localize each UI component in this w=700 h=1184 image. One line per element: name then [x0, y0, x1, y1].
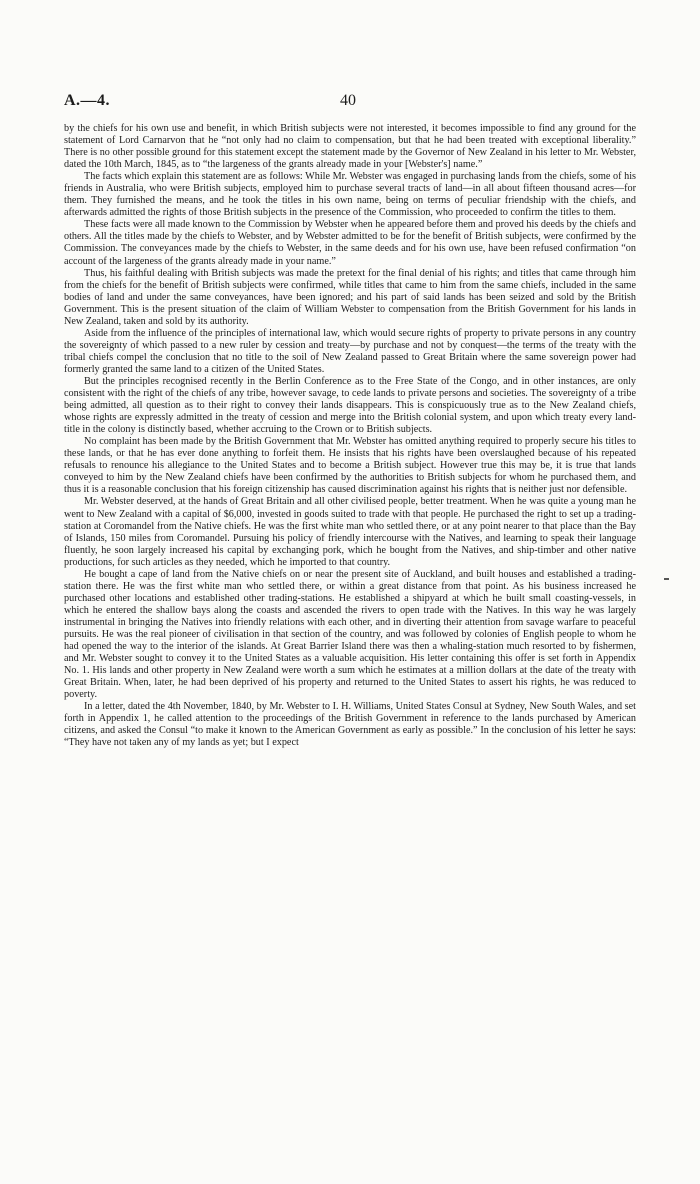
paragraph-berlin-conference: But the principles recognised recently in the Berlin Conference as to the Free State of the Congo, and in other instances, are only consistent with the right of the chiefs of any tribe, however savage, to cede lands to private persons and societies. The sovereignty of a tribe being admitted, all question as to their right to convey their lands disappears. This is conspicuously true as to the New Zealand chiefs, whose rights are expressly admitted in the treaty of cession and merge into the British colonial system, and upon which treaty every land-title in the colony is distinctly based, whether accruing to the Crown or to British subjects. [64, 375, 636, 436]
body-text [64, 123, 636, 749]
page-number: 40 [340, 92, 356, 109]
document-reference: A.—4. [64, 92, 111, 109]
paragraph-continued: by the chiefs for his own use and benefit, in which British subjects were not interested, it becomes impossible to find any ground for the statement of Lord Carnarvon that he “not only had no claim to compensation, but that he had been treated with exceptional liberality.” There is no other possible ground for this statement except the statement made by the Governor of New Zealand in his letter to Mr. Webster, dated the 10th March, 1845, as to “the largeness of the grants already made in your [Webster's] name.” [64, 123, 636, 171]
paragraph-facts: The facts which explain this statement are as follows: While Mr. Webster was engaged in purchasing lands from the chiefs, some of his friends in Australia, who were British subjects, employed him to purchase several tracts of land—in all about fifteen thousand acres—for them. They furnished the means, and he took the titles in his own name, being on terms of peculiar friendship with the chiefs, and afterwards admitted the rights of those British subjects in the presence of the Commission, who proceeded to confirm the titles to them. [64, 171, 636, 219]
paragraph-auckland: He bought a cape of land from the Native chiefs on or near the present site of Auckland, and built houses and established a trading-station there. He was the first white man who settled there, or within a great distance from that point. As his business increased he purchased other locations and established other trading-stations. He established a shipyard at which he built small coasting-vessels, in which he entered the shallow bays along the coasts and ascended the rivers to open trade with the Natives. In this way he was largely instrumental in bringing the Natives into friendly relations with each other, and in diverting their attention from savage warfare to peaceful pursuits. He was the real pioneer of civilisation in that section of the country, and was followed by colonies of English people to whom he had opened the way to the interior of the islands. At Great Barrier Island there was then a whaling-station much resorted to by fishermen, and Mr. Webster sought to convey it to the United States as a valuable acquisition. His letter containing this offer is set forth in Appendix No. 1. His lands and other property in New Zealand were worth a sum which he estimates at a million dollars at the date of the treaty with Great Britain. When, later, he had been deprived of his property and returned to the United States to assert his rights, he was reduced to poverty. [64, 568, 636, 701]
paragraph-letter-consul: In a letter, dated the 4th November, 1840, by Mr. Webster to I. H. Williams, United States Consul at Sydney, New South Wales, and set forth in Appendix 1, he called attention to the proceedings of the British Government in reference to the lands purchased by American citizens, and asked the Consul “to make it known to the American Government as early as possible.” In the conclusion of his letter he says: “They have not taken any of my lands as yet; but I expect [64, 701, 636, 749]
paragraph-international-law: Aside from the influence of the principles of international law, which would secure rights of property to private persons in any country the sovereignty of which passed to a new ruler by cession and treaty—by purchase and not by conquest—the terms of the treaty with the tribal chiefs compel the conclusion that no title to the soil of New Zealand passed to Great Britain where the same sovereign power had formerly granted the same land to a citizen of the United States. [64, 327, 636, 375]
paragraph-pretext: Thus, his faithful dealing with British subjects was made the pretext for the final denial of his rights; and titles that came through him from the chiefs for the benefit of British subjects were confirmed, while titles that came to him from the same chiefs, included in the same bodies of land and under the same conveyances, have been ignored; and his part of said lands has been seized and sold by the British Government. This is the present situation of the claim of William Webster to compensation from the British Government for his lands in New Zealand, taken and sold by its authority. [64, 267, 636, 327]
paragraph-better-treatment: Mr. Webster deserved, at the hands of Great Britain and all other civilised people, better treatment. When he was quite a young man he went to New Zealand with a capital of $6,000, invested in goods suited to trade with that people. He purchased the right to set up a trading-station at Coromandel from the Native chiefs. He was the first white man who settled there, or at any point nearer to that place than the Bay of Islands, 150 miles from Coromandel. Pursuing his policy of friendly intercourse with the Natives, and learning to speak their language fluently, he soon largely increased his capital by exchanging pork, which he bought from the Natives, and ship-timber and other native productions, for such articles as they needed, which he imported to that country. [64, 496, 636, 568]
paragraph-commission: These facts were all made known to the Commission by Webster when he appeared before them and proved his deeds by the chiefs and others. All the titles made by the chiefs to Webster, and by Webster admitted to be for the benefit of British subjects, were confirmed by the Commission. The conveyances made by the chiefs to Webster, in the same deeds and for his own use, have been refused confirmation “on account of the largeness of the grants already made in your name.” [64, 219, 636, 267]
paragraph-no-complaint: No complaint has been made by the British Government that Mr. Webster has omitted anything required to properly secure his titles to these lands, or that he has ever done anything to forfeit them. He insists that his rights have been overslaughed because of his repeated refusals to renounce his allegiance to the United States and to become a British subject. However true this may be, it is true that lands conveyed to him by the New Zealand chiefs have been confirmed by the authorities to British subjects for whom he purchased them, and thus it is a reasonable conclusion that his foreign citizenship has caused discrimination against his rights that is neither just nor defensible. [64, 436, 636, 496]
margin-mark [664, 578, 669, 580]
page-header [64, 92, 636, 112]
